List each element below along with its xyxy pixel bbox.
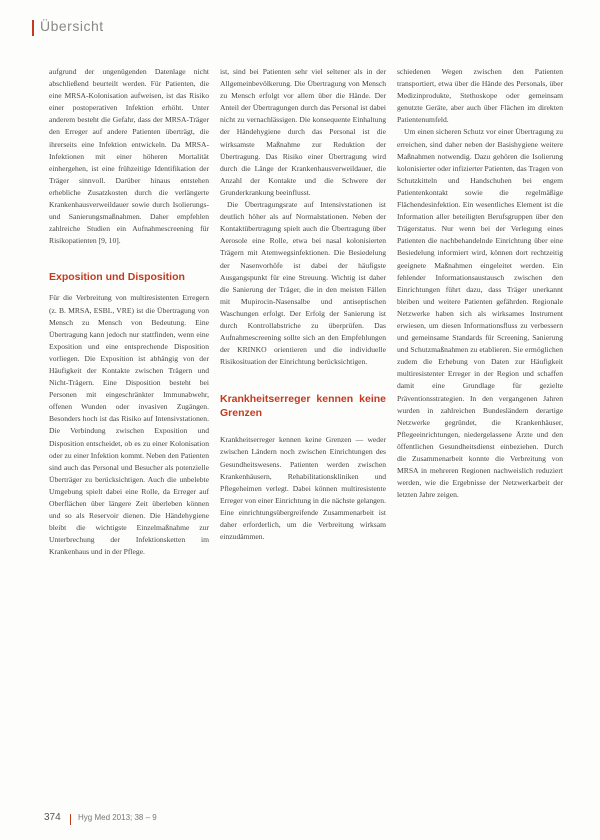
column-2 [220, 66, 386, 756]
page-footer [44, 812, 564, 828]
section-heading-exposition: Exposition und Disposition [49, 271, 185, 284]
section-heading-krankheitserreger: Krankheitserreger kennen keine Grenzen [220, 393, 386, 420]
column-3 [397, 66, 563, 756]
footer-divider [70, 814, 71, 825]
column-1 [49, 66, 209, 756]
page-header [12, 14, 588, 44]
paragraph: Um einen sicheren Schutz vor einer Übertragung zu erreichen, sind daher neben der Basishygiene weitere Maßnahmen notwendig. Dazu gehören die Isolierung kolonisierter oder infizierter Patienten, das Tragen von Schutzkitteln und Handschuhen bei engem Patientenkontakt sowie die regelmäßige Flächendesinfektion. Ein wesentliches Element ist die Information aller beteiligten Berufsgruppen über den Trägerstatus. Nur wenn bei der Verlegung eines Patienten die nachbehandelnde Einrichtung über eine Besiedelung informiert wird, können dort rechtzeitig geeignete Maßnahmen eingeleitet werden. Ein fehlender Informationsaustausch zwischen den Einrichtungen führt dazu, dass Träger unerkannt bleiben und weitere Patienten gefährden. Regionale Netzwerke haben sich als wirksames Instrument erwiesen, um diesen Informationsfluss zu verbessern und gemeinsame Standards für Screening, Sanierung und Schutzmaßnahmen zu etablieren. Sie ermöglichen zudem die Erhebung von Daten zur Häufigkeit multiresistenter Erreger in der Region und schaffen damit eine Grundlage für gezielte Präventionsstrategien. In den vergangenen Jahren wurden in zahlreichen Bundesländern derartige Netzwerke gegründet, die Krankenhäuser, Pflegeeinrichtungen, niedergelassene Ärzte und den öffentlichen Gesundheitsdienst einbeziehen. Durch die Zusammenarbeit konnte die Verbreitung von MRSA in mehreren Regionen nachweislich reduziert werden, wie die Ergebnisse der Netzwerkarbeit der letzten Jahre zeigen. [397, 127, 563, 500]
paragraph: ist, sind bei Patienten sehr viel seltener als in der Allgemeinbevölkerung. Die Übertragung von Mensch zu Mensch erfolgt vor allem über die Hände. Der Anteil der Übertragungen durch das Personal ist dabei nicht zu vernachlässigen. Die konsequente Einhaltung der Händehygiene durch das Personal ist die wirksamste Maßnahme zur Reduktion der Übertragung. Das Risiko einer Übertragung wird durch die Länge der Krankenhausverweildauer, die Anzahl der Kontakte und die Schwere der Grunderkrankung beeinflusst. [220, 67, 386, 197]
journal-citation: Hyg Med 2013; 38 – 9 [78, 813, 157, 822]
paragraph: Die Übertragungsrate auf Intensivstationen ist deutlich höher als auf Normalstationen. Neben der Kontaktübertragung spielt auch die Übertragung über Aerosole eine Rolle, etwa bei nasal kolonisierten Trägern mit Atemwegsinfektionen. Die Besiedelung der Nasenvorhöfe ist dabei der häufigste Ausgangspunkt für eine Streuung. Wichtig ist daher die Sanierung der Träger, die in den meisten Fällen mit Mupirocin-Nasensalbe und antiseptischen Waschungen erfolgt. Der Erfolg der Sanierung ist durch Kontrollabstriche zu überprüfen. Das Aufnahmescreening sollte sich an den Empfehlungen der KRINKO orientieren und die individuelle Risikosituation der Einrichtung berücksichtigen. [220, 200, 386, 367]
paragraph: aufgrund der ungenügenden Datenlage nicht abschließend beurteilt werden. Für Patienten, die eine MRSA-Kolonisation aufweisen, ist das Risiko einer postoperativen Infektion erhöht. Unter anderem besteht die Gefahr, dass der MRSA-Träger den Erreger auf andere Patienten überträgt, die ihrerseits eine Infektion entwickeln. Da MRSA-Infektionen mit einer höheren Mortalität einhergehen, ist eine frühzeitige Identifikation der Träger sinnvoll. Darüber hinaus entstehen erhebliche Zusatzkosten durch die verlängerte Krankenhausverweildauer sowie durch Isolierungs- und Sanierungsmaßnahmen. Daher empfehlen zahlreiche Studien ein Aufnahmescreening für Risikopatienten [9, 10]. [49, 67, 209, 246]
paragraph: Krankheitserreger kennen keine Grenzen — weder zwischen Ländern noch zwischen Einrichtungen des Gesundheitswesens. Patienten werden zwischen Krankenhäusern, Rehabilitationskliniken und Pflegeheimen verlegt. Dabei können multiresistente Erreger von einer Einrichtung in die nächste gelangen. Eine einrichtungsübergreifende Zusammenarbeit ist daher erforderlich, um die Verbreitung wirksam einzudämmen. [220, 435, 386, 542]
paragraph: schiedenen Wegen zwischen den Patienten transportiert, etwa über die Hände des Personals, über Medizinprodukte, Stethoskope oder gemeinsam genutzte Geräte, aber auch über Flächen im direkten Patientenumfeld. [397, 67, 563, 125]
section-marker [32, 20, 34, 36]
page-number: 374 [44, 812, 61, 823]
paragraph: Für die Verbreitung von multiresistenten Erregern (z. B. MRSA, ESBL, VRE) ist die Übertragung von Mensch zu Mensch von Bedeutung. Eine Übertragung kann jedoch nur stattfinden, wenn eine Exposition und eine entsprechende Disposition vorliegen. Die Exposition ist abhängig von der Häufigkeit der Kontakte zwischen Trägern und Nicht-Trägern. Eine Disposition besteht bei Personen mit eingeschränkter Immunabwehr, offenen Wunden oder invasiven Zugängen. Besonders hoch ist das Risiko auf Intensivstationen. Die Verbindung zwischen Exposition und Disposition entscheidet, ob es zu einer Kolonisation oder zu einer Infektion kommt. Neben den Patienten sind auch das Personal und Besucher als potenzielle Überträger zu berücksichtigen. Auch die unbelebte Umgebung spielt dabei eine Rolle, da Erreger auf Oberflächen über längere Zeit überleben können und so als Reservoir dienen. Die Händehygiene bleibt die wichtigste Einzelmaßnahme zur Unterbrechung der Infektionsketten im Krankenhaus und in der Pflege. [49, 293, 209, 557]
section-title: Übersicht [40, 18, 104, 34]
